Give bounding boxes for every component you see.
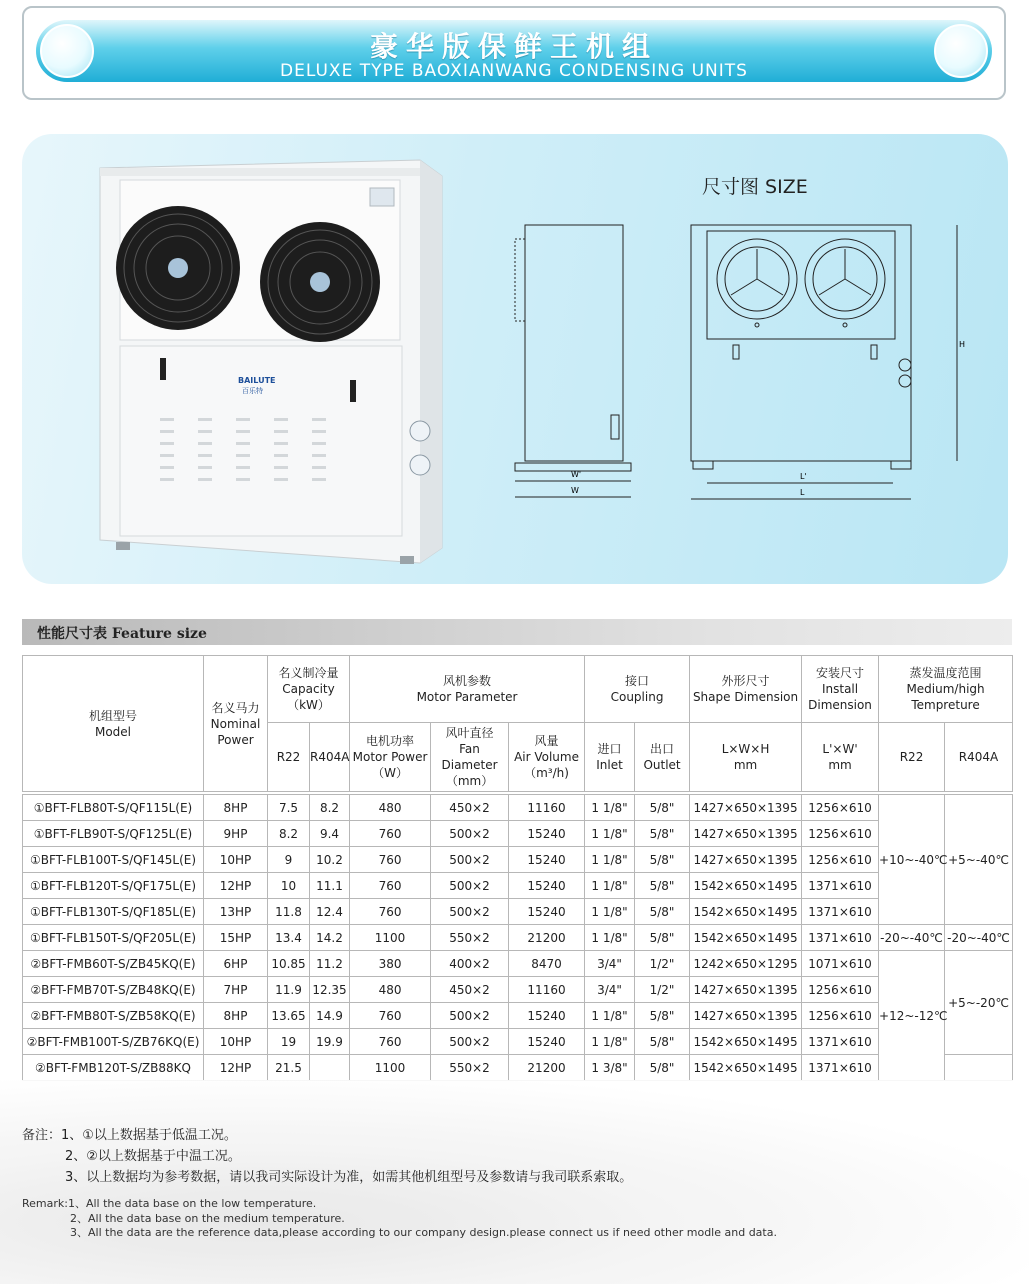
table-cell: ①BFT-FLB90T-S/QF125L(E) [23, 821, 204, 847]
table-cell: 380 [350, 951, 431, 977]
table-cell [310, 1055, 350, 1081]
header-text: Capacity [282, 682, 335, 696]
temp-g2-r22: -20~-40℃ [879, 925, 945, 951]
header-text: 名义马力 [211, 700, 260, 715]
header-text: Power [217, 732, 254, 747]
col-outlet [635, 723, 690, 792]
table-cell: 1427×650×1395 [690, 847, 802, 873]
section-header [22, 619, 1012, 645]
note-cn-2: 2、②以上数据基于中温工况。 [65, 1149, 241, 1164]
col-r22: R22 [268, 723, 310, 792]
table-cell: 1427×650×1395 [690, 821, 802, 847]
header-text: Medium/high [906, 682, 985, 696]
dim-h-label: H [959, 340, 966, 349]
table-cell: 10.2 [310, 847, 350, 873]
table-cell: 5/8" [635, 899, 690, 925]
header-text: 外形尺寸 [721, 674, 770, 688]
table-cell: 1542×650×1495 [690, 1029, 802, 1055]
table-cell: 1371×610 [802, 925, 879, 951]
table-cell: 15240 [509, 1003, 585, 1029]
table-row [23, 899, 1013, 925]
table-cell: 10.85 [268, 951, 310, 977]
table-cell: 21200 [509, 925, 585, 951]
table-cell: 14.9 [310, 1003, 350, 1029]
table-cell: 1371×610 [802, 899, 879, 925]
table-cell: 1256×610 [802, 821, 879, 847]
feature-size-table [22, 655, 1013, 1081]
table-row [23, 847, 1013, 873]
table-cell: 400×2 [431, 951, 509, 977]
table-cell: 13.4 [268, 925, 310, 951]
table-cell: 8HP [204, 1003, 268, 1029]
section-title: 性能尺寸表 Feature size [37, 626, 207, 642]
table-row [23, 1003, 1013, 1029]
dim-w-label: W [571, 486, 579, 495]
size-title: 尺寸图 SIZE [702, 176, 808, 198]
table-cell: 5/8" [635, 1029, 690, 1055]
table-cell: 480 [350, 795, 431, 821]
table-cell: ②BFT-FMB70T-S/ZB48KQ(E) [23, 977, 204, 1003]
table-cell: 500×2 [431, 1003, 509, 1029]
table-cell: 1542×650×1495 [690, 873, 802, 899]
page-title-en: DELUXE TYPE BAOXIANWANG CONDENSING UNITS [280, 61, 748, 81]
header-text: Shape Dimension [692, 690, 799, 704]
table-row [23, 925, 1013, 951]
header-text: （m³/h) [524, 766, 569, 780]
col-air-volume [509, 723, 585, 792]
table-row [23, 821, 1013, 847]
table-cell: 9 [268, 847, 310, 873]
note-en-1: Remark:1、All the data base on the low temperature. [22, 1197, 317, 1210]
table-cell: 5/8" [635, 1055, 690, 1081]
table-cell: 3/4" [585, 977, 635, 1003]
table-cell: 12.4 [310, 899, 350, 925]
note-cn-1: 备注：1、①以上数据基于低温工况。 [22, 1128, 237, 1143]
table-cell: 11.8 [268, 899, 310, 925]
table-cell: 6HP [204, 951, 268, 977]
note-en-2: 2、All the data base on the medium temperature. [70, 1211, 345, 1225]
temp-g3-r22: +12~-12℃ [879, 951, 945, 1081]
table-cell: 1427×650×1395 [690, 795, 802, 821]
table-cell: ②BFT-FMB100T-S/ZB76KQ(E) [23, 1029, 204, 1055]
col-temp [879, 656, 1013, 723]
table-cell: 1256×610 [802, 1003, 879, 1029]
table-cell: 7.5 [268, 795, 310, 821]
table-cell: 760 [350, 873, 431, 899]
table-cell: ①BFT-FLB100T-S/QF145L(E) [23, 847, 204, 873]
col-temp-r404a: R404A [945, 723, 1013, 792]
col-motor [350, 656, 585, 723]
table-cell: 5/8" [635, 925, 690, 951]
brand-label-cn: 百乐特 [242, 387, 263, 395]
table-cell: 760 [350, 899, 431, 925]
header-text: 蒸发温度范围 [909, 666, 982, 680]
header-text: Fan Diameter [441, 742, 498, 772]
note-cn-3: 3、以上数据均为参考数据，请以我司实际设计为准，如需其他机组型号及参数请与我司联系索取。 [65, 1170, 633, 1185]
table-row [23, 795, 1013, 821]
header-text: Air Volume [514, 750, 579, 764]
table-cell: 760 [350, 821, 431, 847]
table-cell: 8470 [509, 951, 585, 977]
table-cell: ②BFT-FMB120T-S/ZB88KQ [23, 1055, 204, 1081]
table-cell: 1 1/8" [585, 1003, 635, 1029]
table-cell: 1542×650×1495 [690, 899, 802, 925]
table-cell: 5/8" [635, 821, 690, 847]
table-cell: 15240 [509, 873, 585, 899]
table-cell: 1371×610 [802, 873, 879, 899]
table-cell: 15240 [509, 821, 585, 847]
temp-g3-r404a-empty [945, 1055, 1013, 1081]
col-fan-diameter [431, 723, 509, 792]
table-cell: 480 [350, 977, 431, 1003]
header-text: Model [94, 724, 132, 739]
table-cell: 450×2 [431, 795, 509, 821]
temp-g2-r404a: -20~-40℃ [945, 925, 1013, 951]
col-power [204, 656, 268, 792]
header-text: Install [821, 682, 859, 696]
condensing-unit-image [80, 148, 450, 578]
page-title-cn: 豪华版保鲜王机组 [369, 30, 658, 63]
table-cell: 15240 [509, 847, 585, 873]
col-install [802, 656, 879, 723]
header-text: 电机功率 [366, 734, 415, 748]
table-cell: 1 1/8" [585, 925, 635, 951]
table-cell: 500×2 [431, 821, 509, 847]
table-cell: 3/4" [585, 951, 635, 977]
temp-g3-r404a: +5~-20℃ [945, 951, 1013, 1055]
table-cell: 21200 [509, 1055, 585, 1081]
header-text: L×W×H [721, 742, 770, 756]
table-cell: ②BFT-FMB60T-S/ZB45KQ(E) [23, 951, 204, 977]
dim-w1-label: W' [571, 470, 582, 479]
col-lwh [690, 723, 802, 792]
table-cell: 1256×610 [802, 977, 879, 1003]
table-cell: 14.2 [310, 925, 350, 951]
temp-g1-r22: +10~-40℃ [879, 795, 945, 925]
col-model [23, 656, 204, 792]
table-row [23, 873, 1013, 899]
header-text: Outlet [643, 758, 681, 772]
col-lw [802, 723, 879, 792]
table-cell: 1242×650×1295 [690, 951, 802, 977]
table-row [23, 951, 1013, 977]
table-cell: 1071×610 [802, 951, 879, 977]
table-cell: 760 [350, 847, 431, 873]
header-text: Tempreture [911, 698, 980, 712]
col-coupling [585, 656, 690, 723]
header-text: 安装尺寸 [816, 666, 865, 680]
product-hero [22, 134, 1008, 584]
note-en-3: 3、All the data are the reference data,please according to our company design.please connect us if need other modle and data. [70, 1226, 777, 1239]
table-cell: 15240 [509, 1029, 585, 1055]
table-cell: 11.9 [268, 977, 310, 1003]
table-cell: 1 3/8" [585, 1055, 635, 1081]
table-cell: 1 1/8" [585, 899, 635, 925]
table-cell: 450×2 [431, 977, 509, 1003]
header-text: 机组型号 [88, 708, 137, 723]
table-cell: 1/2" [635, 977, 690, 1003]
table-cell: 1 1/8" [585, 1029, 635, 1055]
table-cell: 760 [350, 1003, 431, 1029]
header-text: Motor Parameter [416, 690, 518, 704]
table-cell: 5/8" [635, 847, 690, 873]
table-cell: 8.2 [268, 821, 310, 847]
table-cell: ①BFT-FLB130T-S/QF185L(E) [23, 899, 204, 925]
table-cell: 10 [268, 873, 310, 899]
table-cell: 13.65 [268, 1003, 310, 1029]
header-text: 进口 [597, 742, 622, 756]
table-cell: 5/8" [635, 1003, 690, 1029]
col-shape [690, 656, 802, 723]
header-text: Nominal [210, 716, 261, 731]
table-cell: ②BFT-FMB80T-S/ZB58KQ(E) [23, 1003, 204, 1029]
col-inlet [585, 723, 635, 792]
header-text: mm [733, 758, 758, 772]
table-cell: 19.9 [310, 1029, 350, 1055]
header-text: 风机参数 [443, 674, 492, 688]
table-cell: 1371×610 [802, 1029, 879, 1055]
table-cell: 1542×650×1495 [690, 925, 802, 951]
header-text: 接口 [625, 674, 650, 688]
table-cell: 15HP [204, 925, 268, 951]
header-text: （mm） [445, 774, 494, 788]
table-cell: 1427×650×1395 [690, 1003, 802, 1029]
notes-cn [22, 1125, 632, 1188]
table-cell: 500×2 [431, 1029, 509, 1055]
table-cell: 19 [268, 1029, 310, 1055]
table-cell: 1256×610 [802, 795, 879, 821]
col-temp-r22: R22 [879, 723, 945, 792]
dimension-drawing [507, 219, 987, 519]
table-cell: 1 1/8" [585, 847, 635, 873]
table-cell: 8.2 [310, 795, 350, 821]
table-row [23, 1055, 1013, 1081]
table-cell: ①BFT-FLB150T-S/QF205L(E) [23, 925, 204, 951]
header-text: Coupling [610, 690, 664, 704]
fan-left-icon [116, 206, 240, 330]
table-cell: 12HP [204, 873, 268, 899]
header-text: mm [828, 758, 852, 772]
header-text: Inlet [596, 758, 623, 772]
table-cell: 13HP [204, 899, 268, 925]
brand-label: BAILUTE [238, 376, 276, 385]
table-cell: 9.4 [310, 821, 350, 847]
header-text: 风量 [534, 734, 559, 748]
table-cell: 8HP [204, 795, 268, 821]
table-cell: 12.35 [310, 977, 350, 1003]
table-cell: 5/8" [635, 795, 690, 821]
header-banner [36, 20, 992, 82]
table-cell: 12HP [204, 1055, 268, 1081]
col-capacity [268, 656, 350, 723]
table-cell: ①BFT-FLB120T-S/QF175L(E) [23, 873, 204, 899]
table-cell: 10HP [204, 847, 268, 873]
header-text: 出口 [650, 742, 675, 756]
table-cell: 11.2 [310, 951, 350, 977]
table-cell: 550×2 [431, 1055, 509, 1081]
header-text: （W） [372, 766, 408, 780]
table-cell: 1427×650×1395 [690, 977, 802, 1003]
header-text: 风叶直径 [445, 726, 494, 740]
table-cell: 1256×610 [802, 847, 879, 873]
table-cell: 1100 [350, 925, 431, 951]
table-cell: 760 [350, 1029, 431, 1055]
notes-en [22, 1197, 777, 1241]
table-cell: 1/2" [635, 951, 690, 977]
table-cell: 1 1/8" [585, 821, 635, 847]
table-cell: 11160 [509, 795, 585, 821]
table-cell: 550×2 [431, 925, 509, 951]
table-cell: 500×2 [431, 847, 509, 873]
table-cell: ①BFT-FLB80T-S/QF115L(E) [23, 795, 204, 821]
table-cell: 1 1/8" [585, 795, 635, 821]
header-text: 名义制冷量 [278, 666, 339, 680]
table-cell: 5/8" [635, 873, 690, 899]
header-text: Motor Power [352, 750, 428, 764]
table-cell: 7HP [204, 977, 268, 1003]
header-text: Dimension [808, 698, 872, 712]
table-row [23, 1029, 1013, 1055]
table-cell: 1100 [350, 1055, 431, 1081]
temp-g1-r404a: +5~-40℃ [945, 795, 1013, 925]
table-cell: 1542×650×1495 [690, 1055, 802, 1081]
table-cell: 15240 [509, 899, 585, 925]
table-cell: 11.1 [310, 873, 350, 899]
table-cell: 10HP [204, 1029, 268, 1055]
table-cell: 500×2 [431, 899, 509, 925]
col-r404a: R404A [310, 723, 350, 792]
table-cell: 1371×610 [802, 1055, 879, 1081]
table-cell: 1 1/8" [585, 873, 635, 899]
header-text: （kW） [287, 698, 330, 712]
dim-l1-label: L' [800, 472, 807, 481]
col-motor-power [350, 723, 431, 792]
table-cell: 500×2 [431, 873, 509, 899]
table-cell: 11160 [509, 977, 585, 1003]
header-text: L'×W' [822, 742, 858, 756]
table-cell: 9HP [204, 821, 268, 847]
table-row [23, 977, 1013, 1003]
table-cell: 21.5 [268, 1055, 310, 1081]
dim-l-label: L [800, 488, 805, 497]
fan-right-icon [260, 222, 380, 342]
